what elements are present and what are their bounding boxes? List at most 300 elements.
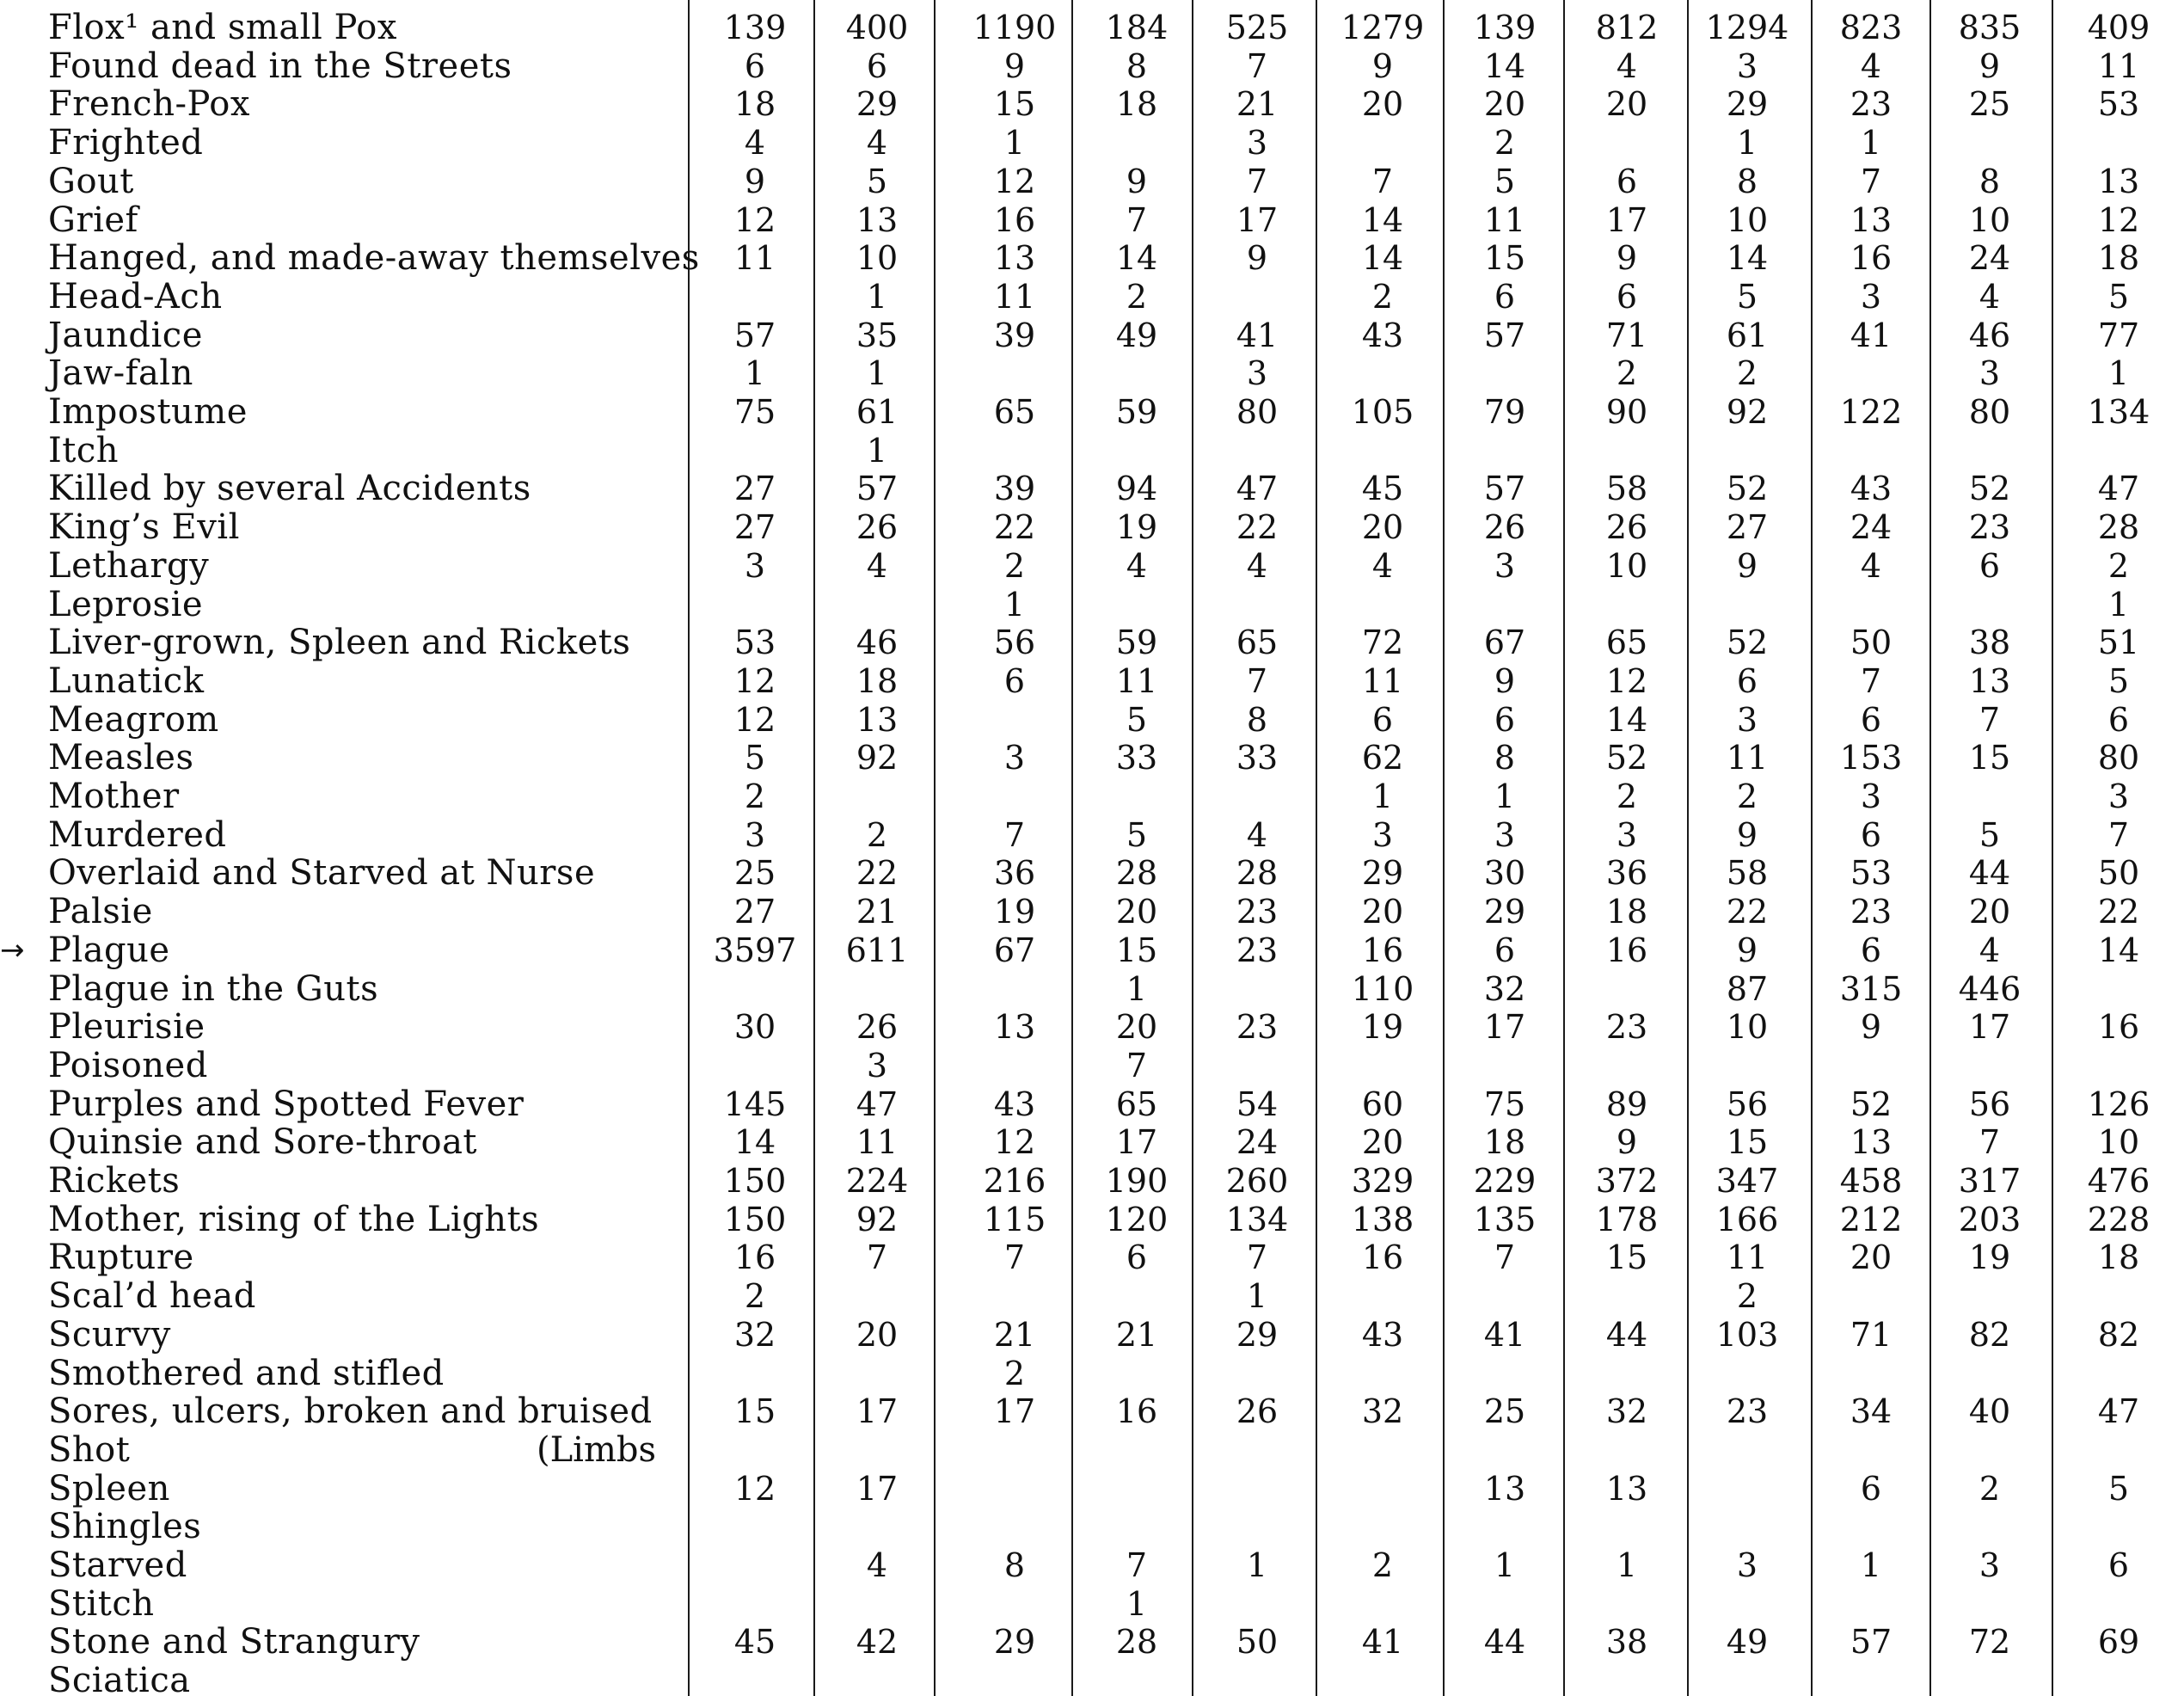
value-cell: 14 [1726,239,1769,278]
value-cell: 39 [993,470,1036,508]
value-cell: 212 [1839,1200,1903,1238]
value-cell: 65 [993,393,1036,431]
value-cell: 134 [1225,1200,1289,1238]
table-row [0,1316,2184,1354]
value-cell: 15 [1483,239,1526,278]
cause-label: Jaundice [48,315,203,355]
value-cell: 7 [1246,46,1268,85]
value-cell: 25 [733,854,776,893]
value-cell: 77 [2097,316,2140,354]
value-cell: 9 [1736,931,1758,969]
value-cell: 90 [1605,393,1648,431]
value-cell: 1 [1494,777,1516,815]
value-cell: 4 [1860,546,1882,585]
value-cell: 50 [1236,1623,1279,1662]
value-cell: 5 [866,162,888,200]
value-cell: 65 [1115,1085,1158,1123]
arrow-marker-icon: → [0,932,25,968]
value-cell: 6 [1616,277,1638,316]
value-cell: 20 [1361,85,1404,124]
value-cell: 228 [2087,1200,2150,1238]
value-cell: 28 [1115,1623,1158,1662]
value-cell: 10 [1968,200,2011,239]
value-cell: 42 [856,1623,899,1662]
value-cell: 49 [1726,1623,1769,1662]
table-row [0,1201,2184,1238]
value-cell: 16 [733,1238,776,1277]
value-cell: 2 [1003,546,1026,585]
value-cell: 75 [1483,1085,1526,1123]
value-cell: 7 [1978,700,2001,739]
value-cell: 260 [1225,1162,1289,1200]
value-cell: 16 [2097,1008,2140,1047]
value-cell: 16 [1850,239,1893,278]
value-cell: 23 [1236,931,1279,969]
value-cell: 43 [1361,316,1404,354]
value-cell: 79 [1483,393,1526,431]
value-cell: 5 [1126,815,1148,854]
value-cell: 20 [1361,1123,1404,1162]
value-cell: 5 [1736,277,1758,316]
value-cell: 40 [1968,1392,2011,1431]
value-cell: 1 [1003,585,1026,624]
cause-label: Mother, rising of the Lights [48,1199,540,1239]
table-row [0,1662,2184,1696]
cause-label: Quinsie and Sore-throat [48,1122,477,1163]
value-cell: 1 [744,354,766,393]
table-row [0,508,2184,546]
value-cell: 9 [1978,46,2001,85]
value-cell: 2 [1736,354,1758,393]
value-cell: 43 [1850,470,1893,508]
value-cell: 525 [1225,9,1289,46]
cause-label: Killed by several Accidents [48,469,531,509]
value-cell: 7 [1246,661,1268,700]
table-row [0,316,2184,354]
value-cell: 39 [993,316,1036,354]
value-cell: 71 [1850,1315,1893,1354]
table-row [0,547,2184,585]
value-cell: 12 [733,1469,776,1508]
value-cell: 18 [1483,1123,1526,1162]
value-cell: 52 [1726,470,1769,508]
value-cell: 52 [1968,470,2011,508]
value-cell: 3 [866,1046,888,1085]
value-cell: 4 [866,124,888,163]
value-cell: 14 [1605,700,1648,739]
value-cell: 51 [2097,624,2140,662]
value-cell: 20 [1115,893,1158,931]
cause-label: Hanged, and made-away themselves [48,238,700,279]
value-cell: 3 [1003,739,1026,777]
value-cell: 19 [1115,508,1158,547]
value-cell: 58 [1726,854,1769,893]
value-cell: 9 [1494,661,1516,700]
value-cell: 87 [1726,969,1769,1008]
value-cell: 9 [1736,546,1758,585]
continuation-note: (Limbs [537,1429,657,1470]
value-cell: 47 [2097,1392,2140,1431]
value-cell: 44 [1968,854,2011,893]
value-cell: 29 [1361,854,1404,893]
value-cell: 35 [856,316,899,354]
value-cell: 67 [1483,624,1526,662]
value-cell: 7 [1126,200,1148,239]
value-cell: 54 [1236,1085,1279,1123]
value-cell: 1 [1371,777,1394,815]
value-cell: 6 [1494,931,1516,969]
value-cell: 18 [856,661,899,700]
cause-label: Starved [48,1545,187,1585]
value-cell: 61 [1726,316,1769,354]
value-cell: 21 [1115,1315,1158,1354]
value-cell: 7 [1860,661,1882,700]
table-row [0,1623,2184,1661]
table-row [0,163,2184,200]
value-cell: 41 [1483,1315,1526,1354]
value-cell: 23 [1236,893,1279,931]
value-cell: 75 [733,393,776,431]
value-cell: 13 [993,1008,1036,1047]
value-cell: 44 [1605,1315,1648,1354]
value-cell: 153 [1839,739,1903,777]
cause-label: Mother [48,777,180,816]
table-row [0,9,2184,46]
table-row [0,85,2184,123]
value-cell: 13 [1968,661,2011,700]
value-cell: 30 [1483,854,1526,893]
value-cell: 134 [2087,393,2150,431]
value-cell: 29 [1236,1315,1279,1354]
value-cell: 6 [2107,1546,2130,1584]
value-cell: 46 [1968,316,2011,354]
table-row [0,931,2184,969]
table-row [0,201,2184,239]
value-cell: 1 [1616,1546,1638,1584]
value-cell: 2 [2107,546,2130,585]
table-row [0,470,2184,507]
value-cell: 50 [1850,624,1893,662]
cause-label: Grief [48,200,138,240]
value-cell: 7 [1978,1123,2001,1162]
value-cell: 10 [2097,1123,2140,1162]
value-cell: 57 [1483,470,1526,508]
table-row [0,1546,2184,1584]
value-cell: 458 [1839,1162,1903,1200]
value-cell: 59 [1115,393,1158,431]
value-cell: 1 [1126,1584,1148,1623]
value-cell: 10 [1726,200,1769,239]
value-cell: 24 [1850,508,1893,547]
value-cell: 135 [1473,1200,1537,1238]
value-cell: 18 [2097,239,2140,278]
value-cell: 26 [856,1008,899,1047]
value-cell: 7 [1126,1546,1148,1584]
value-cell: 9 [744,162,766,200]
value-cell: 122 [1839,393,1903,431]
value-cell: 4 [744,124,766,163]
value-cell: 11 [856,1123,899,1162]
value-cell: 7 [1003,1238,1026,1277]
value-cell: 3 [1736,1546,1758,1584]
value-cell: 4 [1616,46,1638,85]
value-cell: 65 [1236,624,1279,662]
value-cell: 2 [744,777,766,815]
value-cell: 25 [1968,85,2011,124]
value-cell: 1 [1860,124,1882,163]
value-cell: 10 [1605,546,1648,585]
value-cell: 3 [1246,354,1268,393]
value-cell: 329 [1351,1162,1414,1200]
value-cell: 3 [2107,777,2130,815]
value-cell: 1 [1494,1546,1516,1584]
value-cell: 23 [1236,1008,1279,1047]
value-cell: 38 [1605,1623,1648,1662]
value-cell: 2 [1371,277,1394,316]
value-cell: 19 [1968,1238,2011,1277]
value-cell: 24 [1968,239,2011,278]
cause-label: Lethargy [48,545,210,586]
value-cell: 812 [1595,9,1659,46]
value-cell: 16 [993,200,1036,239]
value-cell: 20 [1361,508,1404,547]
value-cell: 12 [733,200,776,239]
value-cell: 3 [1860,277,1882,316]
value-cell: 9 [1371,46,1394,85]
value-cell: 8 [1126,46,1148,85]
value-cell: 3 [744,546,766,585]
value-cell: 26 [1483,508,1526,547]
cause-label: Shot [48,1429,131,1470]
value-cell: 3 [1978,1546,2001,1584]
value-cell: 1279 [1340,9,1425,46]
value-cell: 476 [2087,1162,2150,1200]
value-cell: 178 [1595,1200,1659,1238]
cause-label: Shingles [48,1507,202,1547]
value-cell: 32 [1361,1392,1404,1431]
value-cell: 20 [1483,85,1526,124]
cause-label: Found dead in the Streets [48,46,512,86]
value-cell: 57 [1483,316,1526,354]
value-cell: 8 [1003,1546,1026,1584]
table-row [0,239,2184,277]
value-cell: 6 [1494,700,1516,739]
value-cell: 18 [1605,893,1648,931]
table-row [0,354,2184,392]
cause-label: Gout [48,161,134,201]
table-row [0,1085,2184,1123]
value-cell: 1 [2107,585,2130,624]
value-cell: 7 [1860,162,1882,200]
value-cell: 6 [866,46,888,85]
value-cell: 53 [2097,85,2140,124]
value-cell: 2 [1371,1546,1394,1584]
cause-label: Meagrom [48,699,219,740]
value-cell: 6 [1736,661,1758,700]
value-cell: 15 [733,1392,776,1431]
value-cell: 5 [2107,277,2130,316]
value-cell: 16 [1361,931,1404,969]
cause-label: Rickets [48,1161,181,1201]
value-cell: 22 [856,854,899,893]
value-cell: 203 [1958,1200,2021,1238]
value-cell: 23 [1850,893,1893,931]
value-cell: 15 [1115,931,1158,969]
value-cell: 32 [1483,969,1526,1008]
cause-label: Jaw-faln [48,353,193,394]
value-cell: 14 [2097,931,2140,969]
value-cell: 10 [1726,1008,1769,1047]
value-cell: 80 [2097,739,2140,777]
value-cell: 6 [1860,700,1882,739]
value-cell: 7 [1246,1238,1268,1277]
table-row [0,1431,2184,1469]
value-cell: 145 [723,1085,787,1123]
value-cell: 115 [983,1200,1046,1238]
cause-label: King’s Evil [48,507,240,548]
value-cell: 150 [723,1200,787,1238]
cause-label: Itch [48,430,120,470]
value-cell: 1 [1246,1277,1268,1316]
value-cell: 139 [1473,9,1537,46]
value-cell: 315 [1839,969,1903,1008]
value-cell: 2 [1616,354,1638,393]
value-cell: 62 [1361,739,1404,777]
value-cell: 13 [1483,1469,1526,1508]
table-row [0,1392,2184,1430]
value-cell: 13 [2097,162,2140,200]
value-cell: 5 [1978,815,2001,854]
value-cell: 9 [1860,1008,1882,1047]
cause-label: Purples and Spotted Fever [48,1084,525,1124]
table-row [0,1238,2184,1276]
value-cell: 5 [1494,162,1516,200]
value-cell: 5 [2107,661,2130,700]
value-cell: 347 [1715,1162,1779,1200]
cause-label: Pleurisie [48,1007,206,1048]
value-cell: 16 [1115,1392,1158,1431]
value-cell: 22 [1726,893,1769,931]
value-cell: 126 [2087,1085,2150,1123]
value-cell: 6 [1003,661,1026,700]
value-cell: 17 [1115,1123,1158,1162]
table-row [0,854,2184,892]
value-cell: 17 [1483,1008,1526,1047]
value-cell: 29 [856,85,899,124]
value-cell: 4 [1126,546,1148,585]
value-cell: 65 [1605,624,1648,662]
value-cell: 150 [723,1162,787,1200]
value-cell: 5 [1126,700,1148,739]
value-cell: 23 [1968,508,2011,547]
value-cell: 11 [1115,661,1158,700]
value-cell: 184 [1105,9,1169,46]
value-cell: 26 [1236,1392,1279,1431]
value-cell: 56 [993,624,1036,662]
value-cell: 12 [733,661,776,700]
cause-label: Stitch [48,1583,155,1624]
value-cell: 20 [1115,1008,1158,1047]
value-cell: 1 [1246,1546,1268,1584]
value-cell: 8 [1736,162,1758,200]
value-cell: 14 [1361,239,1404,278]
value-cell: 6 [1978,546,2001,585]
value-cell: 105 [1351,393,1414,431]
value-cell: 1 [866,277,888,316]
value-cell: 61 [856,393,899,431]
value-cell: 20 [1968,893,2011,931]
value-cell: 21 [993,1315,1036,1354]
value-cell: 53 [733,624,776,662]
value-cell: 14 [1361,200,1404,239]
value-cell: 2 [866,815,888,854]
value-cell: 29 [993,1623,1036,1662]
value-cell: 2 [1003,1354,1026,1392]
value-cell: 11 [1361,661,1404,700]
value-cell: 1 [2107,354,2130,393]
value-cell: 17 [1968,1008,2011,1047]
value-cell: 53 [1850,854,1893,893]
table-row [0,278,2184,316]
value-cell: 4 [1978,277,2001,316]
value-cell: 21 [1236,85,1279,124]
cause-label: Impostume [48,392,248,432]
value-cell: 4 [1246,546,1268,585]
value-cell: 13 [993,239,1036,278]
value-cell: 32 [1605,1392,1648,1431]
value-cell: 47 [856,1085,899,1123]
value-cell: 3 [744,815,766,854]
value-cell: 2 [1494,124,1516,163]
value-cell: 23 [1726,1392,1769,1431]
table-row [0,624,2184,661]
value-cell: 835 [1958,9,2021,46]
value-cell: 139 [723,9,787,46]
value-cell: 20 [1361,893,1404,931]
value-cell: 11 [1726,1238,1769,1277]
table-row [0,432,2184,470]
value-cell: 27 [733,508,776,547]
value-cell: 16 [1361,1238,1404,1277]
cause-label: Palsie [48,892,153,932]
value-cell: 29 [1726,85,1769,124]
value-cell: 17 [993,1392,1036,1431]
value-cell: 59 [1115,624,1158,662]
value-cell: 52 [1850,1085,1893,1123]
value-cell: 2 [1978,1469,2001,1508]
cause-label: Sores, ulcers, broken and bruised [48,1392,653,1432]
value-cell: 28 [2097,508,2140,547]
value-cell: 400 [845,9,909,46]
value-cell: 1 [866,431,888,470]
value-cell: 7 [866,1238,888,1277]
value-cell: 11 [2097,46,2140,85]
value-cell: 7 [2107,815,2130,854]
value-cell: 60 [1361,1085,1404,1123]
value-cell: 38 [1968,624,2011,662]
value-cell: 7 [1371,162,1394,200]
value-cell: 1 [866,354,888,393]
value-cell: 13 [1605,1469,1648,1508]
value-cell: 56 [1726,1085,1769,1123]
table-row [0,1470,2184,1508]
value-cell: 80 [1236,393,1279,431]
table-row [0,1585,2184,1623]
value-cell: 190 [1105,1162,1169,1200]
value-cell: 11 [733,239,776,278]
value-cell: 3597 [713,931,797,969]
value-cell: 50 [2097,854,2140,893]
